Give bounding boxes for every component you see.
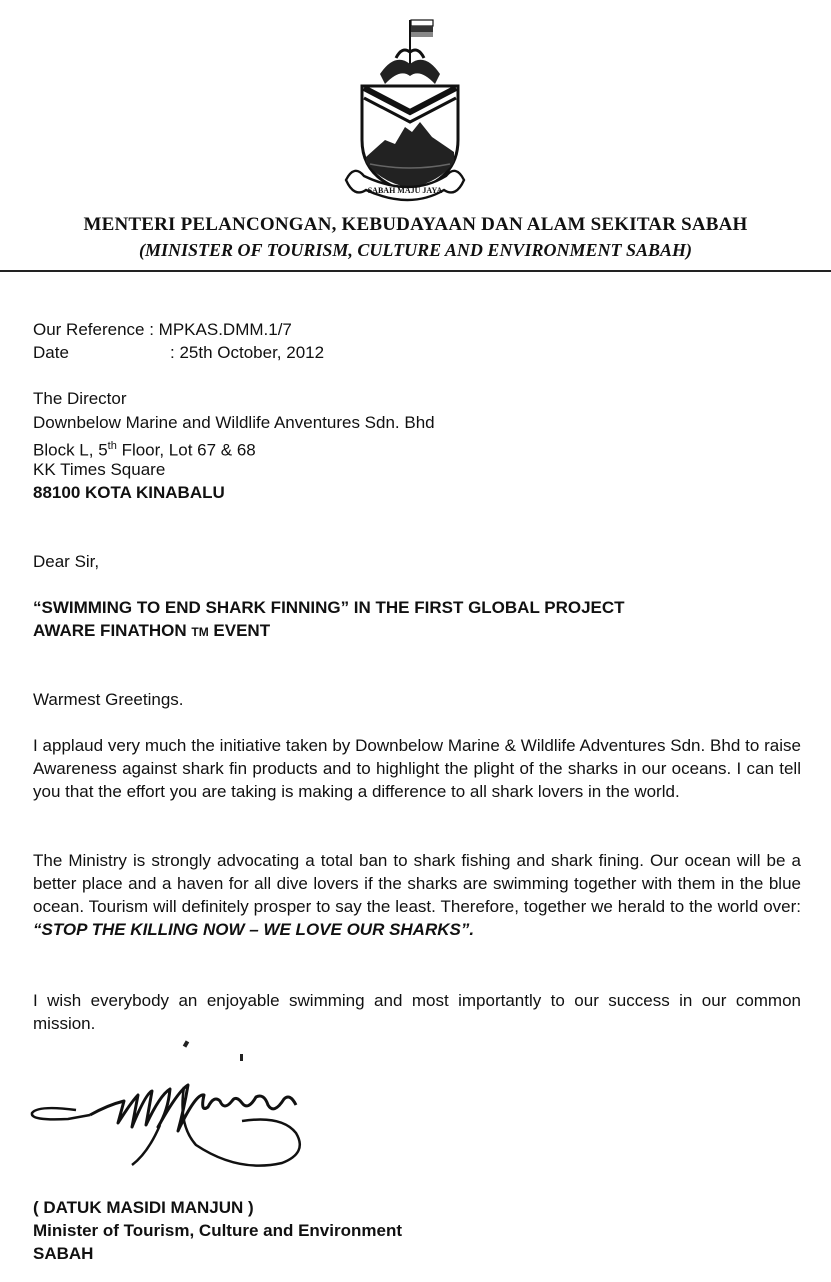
handwritten-signature bbox=[28, 1035, 318, 1180]
reference-value: : MPKAS.DMM.1/7 bbox=[149, 320, 292, 339]
signatory-name: ( DATUK MASIDI MANJUN ) bbox=[33, 1198, 254, 1217]
body-paragraph-3: I wish everybody an enjoyable swimming and most importantly to our success in our common mission. bbox=[33, 991, 801, 1033]
date-line bbox=[33, 341, 533, 364]
recipient-line-3-post: Floor, Lot 67 & 68 bbox=[116, 440, 256, 460]
recipient-line-3-sup: th bbox=[107, 440, 117, 452]
reference-line bbox=[33, 318, 533, 341]
sabah-crest-logo bbox=[340, 12, 470, 212]
date-label: Date bbox=[33, 343, 69, 362]
subject-tm-mark: TM bbox=[191, 625, 209, 639]
greeting: Warmest Greetings. bbox=[33, 690, 184, 709]
crest-motto: SABAH MAJU JAYA bbox=[367, 186, 443, 195]
subject-line-2-pre: AWARE FINATHON bbox=[33, 621, 192, 640]
body-paragraph-1: I applaud very much the initiative taken by Downbelow Marine & Wildlife Adventures Sdn. Bhd to raise Awareness against shark fin products and to highlight the plight of the sharks in our oceans. I can tell you that the effort you are taking is making a difference to all shark lovers in the world. bbox=[33, 736, 801, 801]
recipient-line-2: Downbelow Marine and Wildlife Anventures Sdn. Bhd bbox=[33, 413, 435, 432]
subject-line-2 bbox=[33, 619, 270, 644]
body-paragraph-2-emphasis: “STOP THE KILLING NOW – WE LOVE OUR SHARKS”. bbox=[33, 920, 475, 939]
subject-line-2-post: EVENT bbox=[208, 621, 271, 640]
recipient-line-5: 88100 KOTA KINABALU bbox=[33, 483, 225, 502]
recipient-line-3-pre: Block L, 5 bbox=[33, 440, 108, 460]
subject-line-1: “SWIMMING TO END SHARK FINNING” IN THE FIRST GLOBAL PROJECT bbox=[33, 598, 625, 617]
body-paragraph-2 bbox=[33, 849, 801, 941]
body-paragraph-2-text: The Ministry is strongly advocating a total ban to shark fishing and shark fining. Our ocean will be a better place and a haven for all dive lovers if the sharks are swimming together with them in the blue ocean. Tourism will definitely prosper to say the least. Therefore, together we herald to the world over: bbox=[33, 851, 801, 916]
recipient-line-4: KK Times Square bbox=[33, 460, 166, 479]
letterhead-divider bbox=[0, 270, 831, 272]
signatory-state: SABAH bbox=[33, 1244, 94, 1263]
letterhead-title-malay: MENTERI PELANCONGAN, KEBUDAYAAN DAN ALAM SEKITAR SABAH bbox=[83, 214, 748, 235]
date-value: : 25th October, 2012 bbox=[170, 343, 325, 362]
salutation: Dear Sir, bbox=[33, 552, 100, 571]
signatory-title: Minister of Tourism, Culture and Environment bbox=[33, 1221, 402, 1240]
reference-label: Our Reference bbox=[33, 320, 145, 339]
recipient-line-1: The Director bbox=[33, 389, 127, 408]
letterhead-title-english: (MINISTER OF TOURISM, CULTURE AND ENVIRONMENT SABAH) bbox=[139, 240, 692, 260]
